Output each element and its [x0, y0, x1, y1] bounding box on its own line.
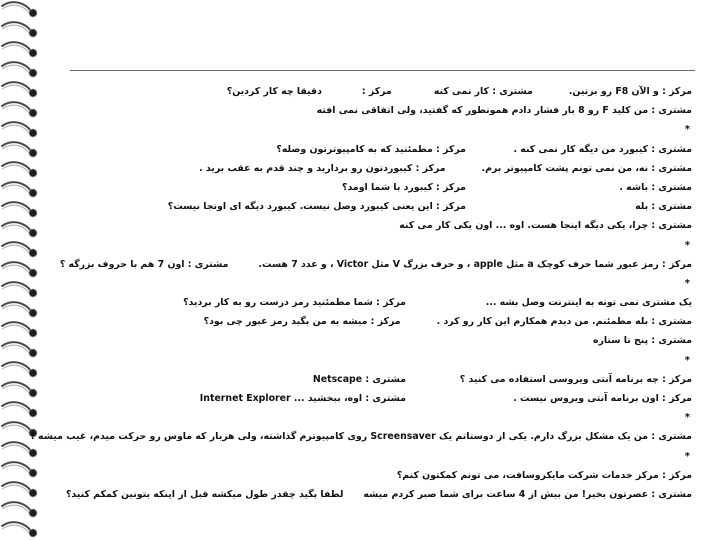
dialogue-line: [70, 101, 692, 120]
speaker-turn: مرکز : رمز عبور شما حرف کوچک a مثل apple ، و حرف بزرگ V مثل Victor ، و عدد 7 هست.: [258, 258, 692, 270]
binding-ring: [2, 2, 37, 17]
binding-ring: [2, 242, 37, 257]
dialogue-line: [70, 178, 692, 197]
speaker-turn: مشتری : کار نمی کنه: [433, 86, 533, 97]
dialogue-line: [70, 140, 692, 159]
binding-ring: [2, 102, 37, 117]
dialogue-line: [70, 370, 692, 389]
dialogue-line: [70, 466, 692, 485]
speaker-turn: یک مشتری نمی تونه به اینترنت وصل بشه ...: [485, 297, 692, 309]
binding-ring: [2, 162, 37, 177]
dialogue-line: [70, 389, 692, 408]
dialogue-line: [70, 331, 692, 350]
dialogue-line: [59, 255, 692, 274]
separator-asterisk: *: [684, 354, 690, 366]
speaker-turn: مشتری : بله: [635, 201, 692, 213]
binding-ring: [2, 402, 37, 417]
binding-ring: [2, 502, 37, 517]
speaker-turn: مشتری : من کلید F رو 8 بار فشار دادم همونطور که گفتید، ولی اتفاقی نمی افته: [316, 105, 692, 117]
speaker-turn: مرکز : شما مطمئنید رمز درست رو به کار بردید؟: [183, 297, 406, 309]
speaker-turn: مشتری : نه، من نمی تونم پشت کامپیوتر برم.: [481, 162, 692, 174]
dialogue-line: [70, 82, 692, 101]
binding-ring: [2, 522, 37, 537]
speaker-turn: مرکز : کیبوردتون رو بردارید و چند قدم به عقب برید .: [199, 162, 446, 174]
speaker-turn: مرکز : اون برنامه آنتی ویروس نیست .: [513, 393, 692, 404]
separator-asterisk: *: [684, 412, 690, 424]
speaker-turn: مشتری : باشه .: [619, 181, 692, 193]
speaker-turn: مرکز : میشه به من بگید رمز عبور چی بود؟: [203, 316, 401, 328]
speaker-turn: مرکز :: [361, 86, 392, 97]
speaker-turn: مشتری : Netscape: [312, 373, 406, 385]
speaker-turn: مشتری : پنج تا ستاره: [592, 335, 692, 347]
separator-asterisk: *: [684, 450, 690, 462]
speaker-turn: مرکز : مطمئنید که به کامپیوترتون وصله؟: [276, 143, 466, 155]
speaker-turn: مشتری : کیبورد من دیگه کار نمی کنه .: [513, 143, 692, 155]
binding-ring: [2, 222, 37, 237]
binding-ring: [2, 342, 37, 357]
dialogue-line: [30, 427, 692, 446]
speaker-turn: مشتری : چرا، یکی دیگه اینجا هست. اوه ... اون یکی کار می کنه: [399, 220, 692, 232]
binding-ring: [2, 82, 37, 97]
binding-ring: [2, 42, 37, 57]
binding-ring: [2, 282, 37, 297]
separator-asterisk: *: [684, 239, 690, 251]
speaker-turn: مشتری : عصرتون بخیر! من بیش از 4 ساعت برای شما صبر کردم میشه: [363, 488, 692, 500]
separator-asterisk: *: [684, 277, 690, 289]
dialogue-line: [70, 216, 692, 235]
binding-ring: [2, 122, 37, 137]
binding-ring: [2, 202, 37, 217]
binding-ring: [2, 362, 37, 377]
dialogue-line: [70, 197, 692, 216]
speaker-turn: مرکز : مرکز خدمات شرکت مایکروسافت، می تونم کمکتون کنم؟: [396, 469, 692, 481]
binding-ring: [2, 182, 37, 197]
dialogue-line: [65, 485, 692, 504]
binding-ring: [2, 482, 37, 497]
spiral-binding: [0, 0, 40, 540]
speaker-turn: مشتری : بله مطمئنم. من دیدم همکارم این کار رو کرد .: [436, 316, 692, 328]
binding-ring: [2, 462, 37, 477]
speaker-turn: لطفا بگید چقدر طول میکشه قبل از اینکه بتونین کمکم کنید؟: [65, 488, 344, 500]
binding-ring: [2, 262, 37, 277]
speaker-turn: مشتری : من یک مشکل بزرگ دارم. یکی از دوستانم یک Screensaver روی کامپیوترم گذاشته، ولی هربار که ماوس رو حرکت میدم، غیب میشه !: [30, 431, 692, 443]
separator-asterisk: *: [684, 124, 690, 136]
dialogue-line: [70, 293, 692, 312]
binding-ring: [2, 62, 37, 77]
binding-ring: [2, 322, 37, 337]
speaker-turn: مرکز : کیبورد با شما اومد؟: [342, 181, 466, 193]
speaker-turn: مرکز : و الآن F8 رو بزنین.: [568, 86, 692, 97]
dialogue-line: [70, 312, 692, 331]
binding-ring: [2, 382, 37, 397]
speaker-turn: دقیقا چه کار کردین؟: [226, 86, 322, 97]
dialogue-transcript: [30, 82, 692, 504]
binding-ring: [2, 142, 37, 157]
speaker-turn: مشتری : اوه، ببخشید ... Internet Explorer: [199, 393, 406, 404]
dialogue-line: [70, 159, 692, 178]
speaker-turn: مشتری : اون 7 هم با حروف بزرگه ؟: [59, 258, 229, 270]
binding-ring: [2, 22, 37, 37]
speaker-turn: مرکز : این یعنی کیبورد وصل نیست. کیبورد دیگه ای اونجا نیست؟: [167, 201, 466, 213]
speaker-turn: مرکز : چه برنامه آنتی ویروسی استفاده می کنید ؟: [459, 373, 692, 385]
top-rule: [70, 70, 695, 71]
binding-ring: [2, 302, 37, 317]
